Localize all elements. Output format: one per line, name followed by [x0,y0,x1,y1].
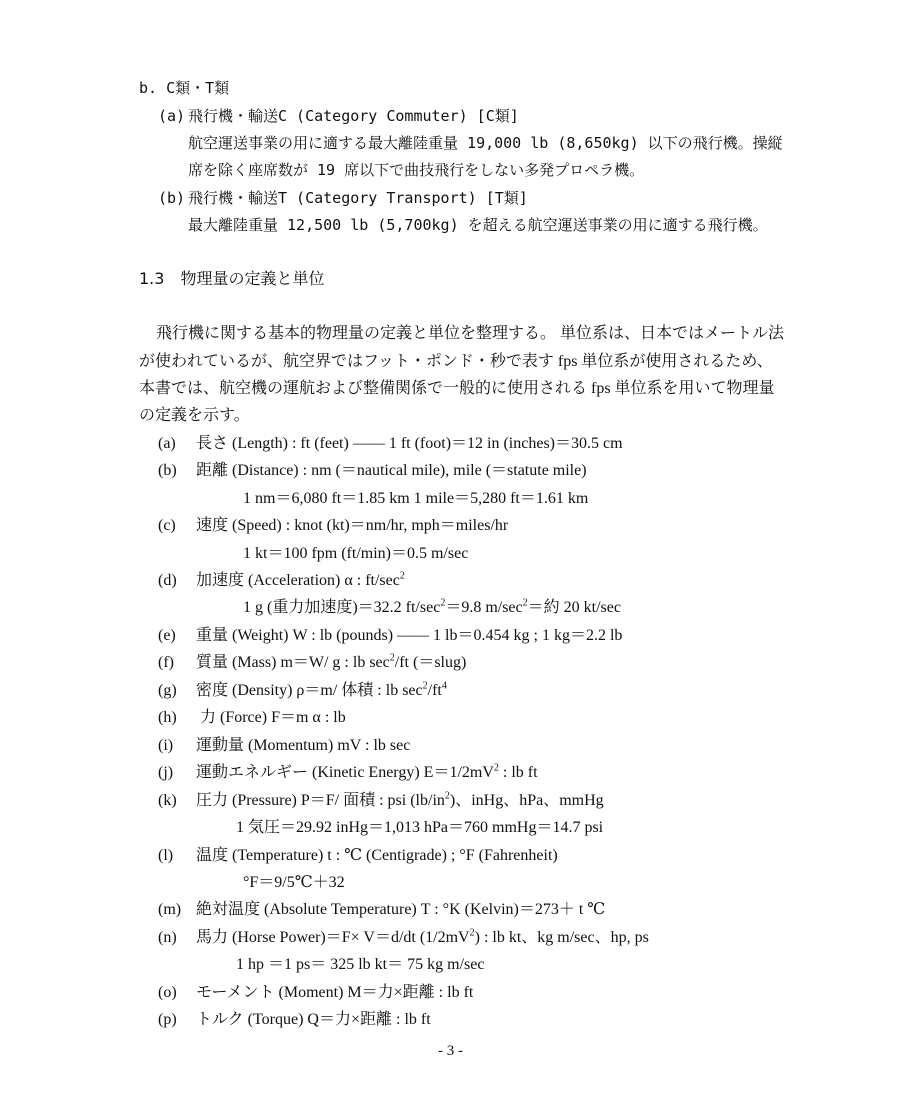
item-k-pressure-conversion: 1 気圧＝29.92 inHg＝1,013 hPa＝760 mmHg＝14.7 psi [236,819,604,836]
item-b-label: (b) [158,462,177,479]
item-l-temperature: 温度 (Temperature) t : ℃ (Centigrade) ; °F (Fahrenheit) [196,847,558,864]
item-i-label: (i) [158,737,174,754]
item-c-speed: 速度 (Speed) : knot (kt)＝nm/hr, mph＝miles/hr [196,517,509,534]
item-o-moment: モーメント (Moment) M＝力×距離 : lb ft [196,984,474,1001]
intro-line-2: が使われているが、航空界ではフット・ポンド・秒で表す fps 単位系が使用されるため、 [139,353,773,370]
item-j-kinetic-energy: 運動エネルギー (Kinetic Energy) $E=1/2mV^2$ : lb ft [196,762,538,781]
intro-line-1: 飛行機に関する基本的物理量の定義と単位を整理する。 単位系は、日本ではメートル法 [156,325,785,342]
item-c-speed-conversion: 1 kt＝100 fpm (ft/min)＝0.5 m/sec [243,545,469,562]
item-k-pressure: 圧力 (Pressure) P＝F/ 面積 : psi $(lb/in^2)$、inHg、hPa、mmHg [196,790,604,809]
item-h-label: (h) [158,709,177,726]
item-l-label: (l) [158,847,174,864]
item-d-acceleration: 加速度 (Acceleration) α : $ft/\sec^2$ [196,570,405,589]
item-b-b-label: (b) [158,189,186,207]
item-n-horse-power: 馬力 (Horse Power)＝F× V＝d/dt $(1/2mV^2)$ : lb kt、kg m/sec、hp, ps [196,927,649,946]
item-o-label: (o) [158,984,177,1001]
item-n-horse-power-conversion: 1 hp ＝1 ps＝ 325 lb kt＝ 75 kg m/sec [236,956,485,973]
item-n-label: (n) [158,929,177,946]
item-g-density: 密度 (Density) ρ＝m/ 体積 : lb $\sec^2/ft^4$ [196,680,447,699]
item-g-label: (g) [158,682,177,699]
item-b-distance: 距離 (Distance) : nm (＝nautical mile), mile (＝statute mile) [196,462,587,479]
item-p-torque: トルク (Torque) Q＝力×距離 : lb ft [196,1011,431,1028]
item-h-force: 力 (Force) F＝m α : lb [200,709,346,726]
item-b-a-desc-line2: 席を除く座席数が 19 席以下で曲技飛行をしない多発プロペラ機。 [188,161,645,179]
section-1-3-heading: 1.3 物理量の定義と単位 [139,269,325,288]
item-a-label: (a) [158,435,176,452]
item-m-label: (m) [158,901,182,918]
item-f-label: (f) [158,654,174,671]
item-b-a-desc-line1: 航空運送事業の用に適する最大離陸重量 19,000 lb (8,650kg) 以下の飛行機。操縦 [188,134,783,152]
item-b-a-label: (a) [158,107,186,125]
page-number: - 3 - [438,1043,463,1059]
item-d-label: (d) [158,572,177,589]
item-j-label: (j) [158,764,174,781]
item-b-a-title: 飛行機・輸送C (Category Commuter) [C類] [188,107,519,125]
item-d-gravity-conversion: 1 g (重力加速度)＝32.2 $ft/\sec^2=9.8$ $m/\sec^2=$約 20 kt/sec [243,597,621,616]
item-a-length: 長さ (Length) : ft (feet) ―― 1 ft (foot)＝12 in (inches)＝30.5 cm [196,435,623,452]
item-b-b-desc: 最大離陸重量 12,500 lb (5,700kg) を超える航空運送事業の用に適する飛行機。 [188,216,768,234]
item-l-temperature-conversion: °F＝9/5℃＋32 [243,874,345,891]
item-k-label: (k) [158,792,177,809]
item-i-momentum: 運動量 (Momentum) mV : lb sec [196,737,411,754]
intro-line-3: 本書では、航空機の運航および整備関係で一般的に使用される fps 単位系を用いて物理量 [139,380,775,397]
intro-line-4: の定義を示す。 [139,407,250,424]
item-p-label: (p) [158,1011,177,1028]
item-b-b-title: 飛行機・輸送T (Category Transport) [T類] [188,189,528,207]
item-c-label: (c) [158,517,176,534]
item-f-mass: 質量 (Mass) m＝W/ g : lb $\sec^2/ft$ (＝slug) [196,652,467,671]
section-b-heading: b. C類・T類 [139,79,230,97]
item-m-absolute-temperature: 絶対温度 (Absolute Temperature) T : °K (Kelvin)＝273＋ t ℃ [196,901,606,918]
item-e-weight: 重量 (Weight) W : lb (pounds) ―― 1 lb＝0.454 kg ; 1 kg＝2.2 lb [196,627,623,644]
item-b-distance-conversion: 1 nm＝6,080 ft＝1.85 km 1 mile＝5,280 ft＝1.61 km [243,490,589,507]
item-e-label: (e) [158,627,176,644]
